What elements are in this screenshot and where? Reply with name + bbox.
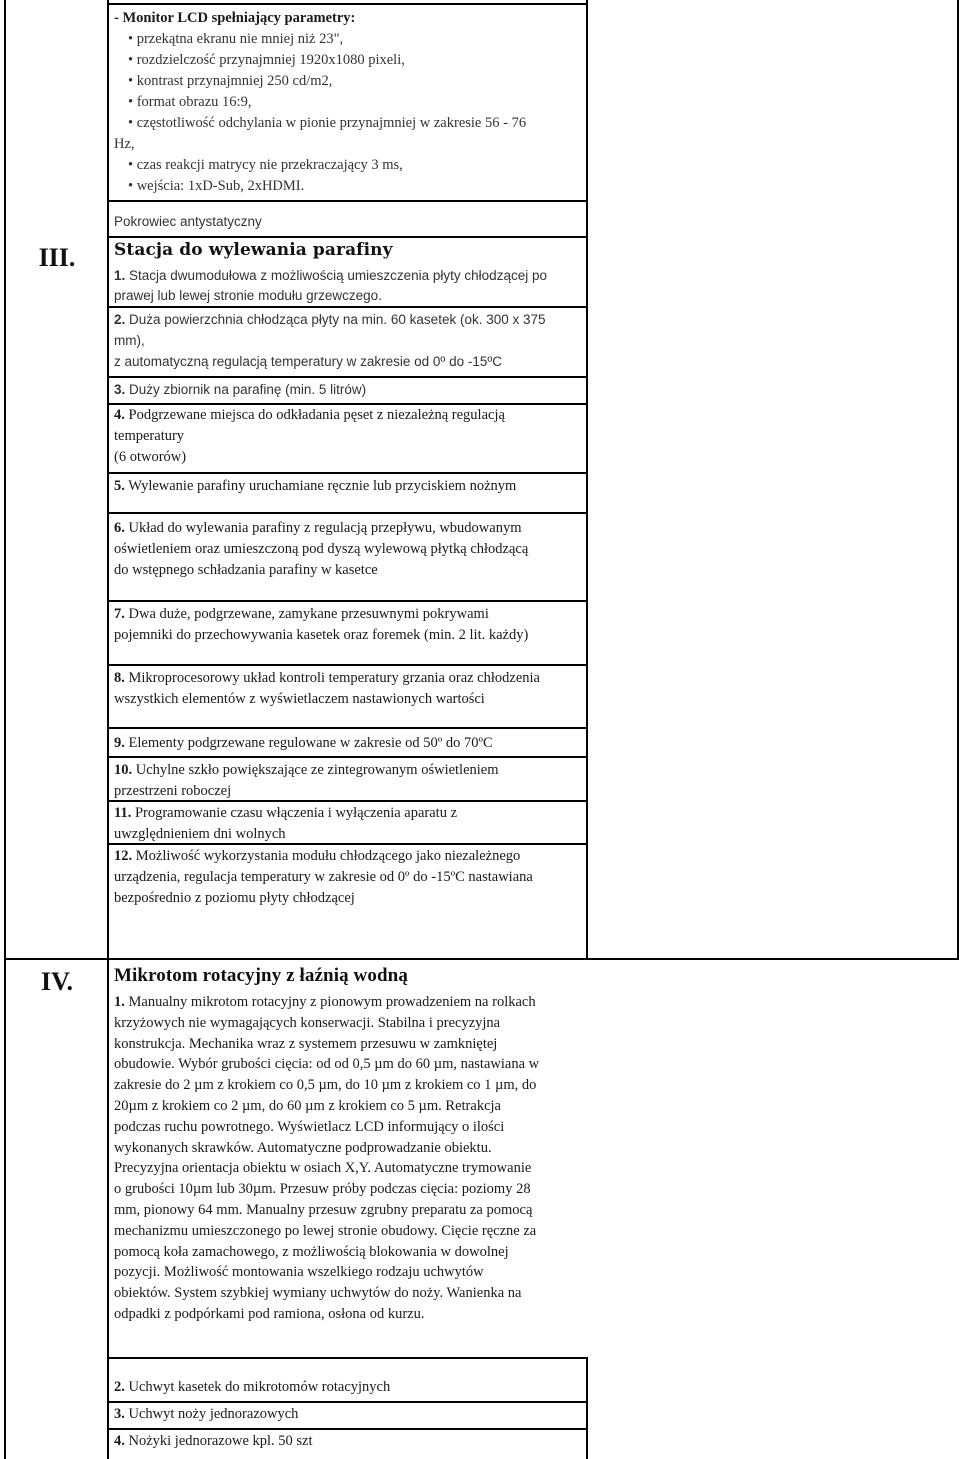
spec-item-5: 5. Wylewanie parafiny uruchamiane ręcznie lub przyciskiem nożnym	[114, 478, 517, 494]
section-title-iii: Stacja do wylewania parafiny	[114, 240, 393, 260]
section-title-iv: Mikrotom rotacyjny z łaźnią wodną	[114, 965, 408, 986]
row-divider	[107, 1401, 588, 1403]
spec-item-8: 8. Mikroprocesorowy układ kontroli temperatury grzania oraz chłodzenia wszystkich elementów z wyświetlaczem nastawionych wartości	[114, 670, 540, 707]
spec-item-2: 2. Duża powierzchnia chłodząca płyty na min. 60 kasetek (ok. 300 x 375 mm), z automatyczną regulacją temperatury w zakresie od 0º do -15ºC	[114, 312, 546, 369]
row-divider	[107, 3, 588, 5]
monitor-bullet: • rozdzielczość przynajmniej 1920x1080 pixeli,	[114, 50, 586, 71]
spec-item-7: 7. Dwa duże, podgrzewane, zamykane przesuwnymi pokrywami pojemniki do przechowywania kasetek oraz foremek (min. 2 lit. każdy)	[114, 606, 529, 643]
spec-item-6: 6. Układ do wylewania parafiny z regulacją przepływu, wbudowanym oświetleniem oraz umieszczoną pod dyszą wylewową płytką chłodzącą do wstępnego schładzania parafiny w kasetce	[114, 520, 529, 578]
spec-item-4: 4. Podgrzewane miejsca do odkładania pęset z niezależną regulacją temperatury (6 otworów)	[114, 407, 505, 465]
spec-column-right-border	[586, 0, 588, 960]
row-divider	[107, 756, 588, 758]
monitor-bullet: • wejścia: 1xD-Sub, 2xHDMI.	[114, 176, 586, 197]
pokrowiec-text: Pokrowiec antystatyczny	[114, 214, 262, 229]
row-divider	[107, 200, 588, 202]
monitor-bullet: • częstotliwość odchylania w pionie przynajmniej w zakresie 56 - 76	[114, 113, 586, 134]
monitor-continuation: Hz,	[114, 136, 135, 152]
spec-item-12: 12. Możliwość wykorzystania modułu chłodzącego jako niezależnego urządzenia, regulacja temperatury w zakresie od 0º do -15ºC nastawiana bezpośrednio z poziomu płyty chłodzącej	[114, 848, 533, 906]
row-divider	[107, 236, 588, 238]
spec-item-11: 11. Programowanie czasu włączenia i wyłączenia aparatu z uwzględnieniem dni wolnych	[114, 805, 458, 842]
row-divider	[107, 376, 588, 378]
spec-column-right-border-lower	[586, 1358, 588, 1459]
monitor-intro: - Monitor LCD spełniający parametry:	[114, 10, 356, 26]
monitor-bullet: • format obrazu 16:9,	[114, 92, 586, 113]
monitor-bullet: • czas reakcji matrycy nie przekraczający 3 ms,	[114, 155, 586, 176]
section-divider	[4, 958, 959, 960]
spec-item-1: 1. Stacja dwumodułowa z możliwością umieszczenia płyty chłodzącej po prawej lub lewej stronie modułu grzewczego.	[114, 268, 547, 303]
row-divider	[107, 306, 588, 308]
row-divider	[107, 727, 588, 729]
microtome-description: 1. Manualny mikrotom rotacyjny z pionowym prowadzeniem na rolkach krzyżowych nie wymagających konserwacji. Stabilna i precyzyjna konstrukcja. Mechanika wraz z systemem przesuwu w zamkniętej obudowie. Wybór grubości cięcia: od od 0,5 µm do 60 µm, nastawiana w zakresie do 2 µm z krokiem co 0,5 µm, do 10 µm z krokiem co 1 µm, do 20µm z krokiem co 2 µm, do 60 µm z krokiem co 5 µm. Retrakcja podczas ruchu powrotnego. Wyświetlacz LCD informujący o ilości wykonanych skrawków. Automatyczne podprowadzanie obiektu. Precyzyjna orientacja obiektu w osiach X,Y. Automatyczne trymowanie o grubości 10µm lub 30µm. Przesuw próby podczas cięcia: poziomy 28 mm, pionowy 64 mm. Manualny przesuw zgrubny preparatu za pomocą mechanizmu umieszczonego po lewej stronie obudowy. Cięcie ręczne za pomocą koła zamachowego, z możliwością blokowania w dowolnej pozycji. Możliwość montowania wszelkiego rodzaju uchwytów obiektów. System szybkiej wymiany uchwytów do noży. Wanienka na odpadki z podpórkami pod ramiona, osłona od kurzu.	[114, 994, 540, 1322]
row-divider	[107, 1357, 588, 1359]
monitor-spec	[114, 8, 586, 197]
column-divider	[107, 0, 109, 1459]
section-numeral-iii: III.	[38, 243, 76, 272]
row-divider	[107, 1428, 588, 1430]
microtome-item-2: 2. Uchwyt kasetek do mikrotomów rotacyjnych	[114, 1379, 391, 1395]
row-divider	[107, 472, 588, 474]
spec-item-3: 3. Duży zbiornik na parafinę (min. 5 litrów)	[114, 382, 367, 397]
spec-item-9: 9. Elementy podgrzewane regulowane w zakresie od 50º do 70ºC	[114, 735, 493, 751]
monitor-bullet: • przekątna ekranu nie mniej niż 23",	[114, 29, 586, 50]
right-border	[957, 0, 959, 960]
row-divider	[107, 664, 588, 666]
monitor-bullet: • kontrast przynajmniej 250 cd/m2,	[114, 71, 586, 92]
microtome-item-3: 3. Uchwyt noży jednorazowych	[114, 1406, 299, 1422]
left-border	[4, 0, 6, 1459]
microtome-item-4: 4. Nożyki jednorazowe kpl. 50 szt	[114, 1433, 313, 1449]
pokrowiec-row	[114, 211, 586, 232]
spec-item-10: 10. Uchylne szkło powiększające ze zintegrowanym oświetleniem przestrzeni roboczej	[114, 762, 499, 799]
section-numeral-iv: IV.	[40, 967, 74, 996]
row-divider	[107, 512, 588, 514]
row-divider	[107, 600, 588, 602]
